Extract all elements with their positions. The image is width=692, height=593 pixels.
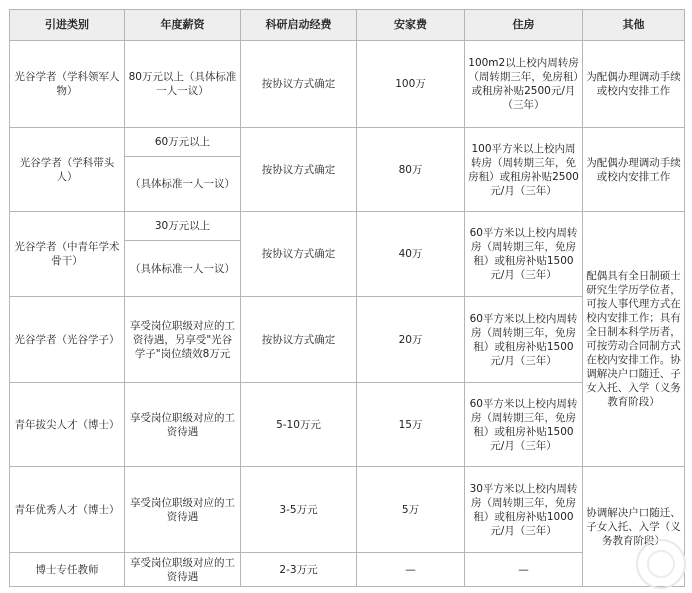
cell-category: 光谷学者（学科带头人）	[10, 128, 125, 212]
table-row	[10, 41, 685, 128]
header-housing: 住房	[465, 10, 583, 41]
header-other: 其他	[583, 10, 685, 41]
cell-other-top: 为配偶办理调动手续或校内安排工作	[583, 41, 685, 128]
cell-other-second: 为配偶办理调动手续或校内安排工作	[583, 128, 685, 212]
cell-salary-note: （具体标准一人一议）	[125, 157, 241, 212]
cell-other-middle: 配偶具有全日制硕士研究生学历学位者，可按人事代理方式在校内安排工作；具有全日制本科学历者，可按劳动合同制方式在校内安排工作。协调解决户口随迁、子女入托、入学（义务教育阶段）	[583, 212, 685, 467]
cell-research: 2-3万元	[241, 553, 357, 587]
table-row	[10, 128, 685, 157]
header-settlement: 安家费	[357, 10, 465, 41]
cell-settlement: 100万	[357, 41, 465, 128]
cell-category: 青年优秀人才（博士）	[10, 467, 125, 553]
cell-salary-main: 60万元以上	[125, 128, 241, 157]
cell-category: 光谷学者（学科领军人物）	[10, 41, 125, 128]
cell-category: 光谷学者（光谷学子）	[10, 297, 125, 383]
cell-category: 光谷学者（中青年学术骨干）	[10, 212, 125, 297]
header-research-fund: 科研启动经费	[241, 10, 357, 41]
cell-research: 按协议方式确定	[241, 297, 357, 383]
table-header-row	[10, 10, 685, 41]
cell-housing: 60平方米以上校内周转房（周转期三年，免房租）或租房补贴1500元/月（三年）	[465, 212, 583, 297]
cell-housing: 60平方米以上校内周转房（周转期三年，免房租）或租房补贴1500元/月（三年）	[465, 383, 583, 467]
cell-other-bottom: 协调解决户口随迁、子女入托、入学（义务教育阶段）	[583, 467, 685, 587]
watermark-seal-icon	[636, 539, 686, 589]
cell-research: 3-5万元	[241, 467, 357, 553]
cell-settlement: 80万	[357, 128, 465, 212]
cell-settlement: 5万	[357, 467, 465, 553]
cell-salary: 享受岗位职级对应的工资待遇	[125, 553, 241, 587]
header-salary: 年度薪资	[125, 10, 241, 41]
table-row	[10, 467, 685, 553]
cell-settlement: 20万	[357, 297, 465, 383]
cell-salary-main: 30万元以上	[125, 212, 241, 241]
cell-settlement: 40万	[357, 212, 465, 297]
header-category: 引进类别	[10, 10, 125, 41]
cell-category: 博士专任教师	[10, 553, 125, 587]
cell-research: 按协议方式确定	[241, 212, 357, 297]
cell-salary-note: （具体标准一人一议）	[125, 241, 241, 297]
cell-housing: 30平方米以上校内周转房（周转期三年，免房租）或租房补贴1000元/月（三年）	[465, 467, 583, 553]
cell-salary: 享受岗位职级对应的工资待遇，另享受"光谷学子"岗位绩效8万元	[125, 297, 241, 383]
cell-housing: 60平方米以上校内周转房（周转期三年，免房租）或租房补贴1500元/月（三年）	[465, 297, 583, 383]
cell-settlement: 15万	[357, 383, 465, 467]
talent-policy-table	[9, 9, 685, 587]
cell-research: 按协议方式确定	[241, 41, 357, 128]
cell-housing: —	[465, 553, 583, 587]
cell-research: 按协议方式确定	[241, 128, 357, 212]
table-row	[10, 212, 685, 241]
cell-settlement: —	[357, 553, 465, 587]
cell-housing: 100平方米以上校内周转房（周转期三年，免房租）或租房补贴2500元/月（三年）	[465, 128, 583, 212]
cell-salary: 享受岗位职级对应的工资待遇	[125, 467, 241, 553]
cell-research: 5-10万元	[241, 383, 357, 467]
cell-salary: 80万元以上（具体标准一人一议）	[125, 41, 241, 128]
cell-category: 青年拔尖人才（博士）	[10, 383, 125, 467]
cell-housing: 100m2以上校内周转房（周转期三年，免房租）或租房补贴2500元/月（三年）	[465, 41, 583, 128]
cell-salary: 享受岗位职级对应的工资待遇	[125, 383, 241, 467]
